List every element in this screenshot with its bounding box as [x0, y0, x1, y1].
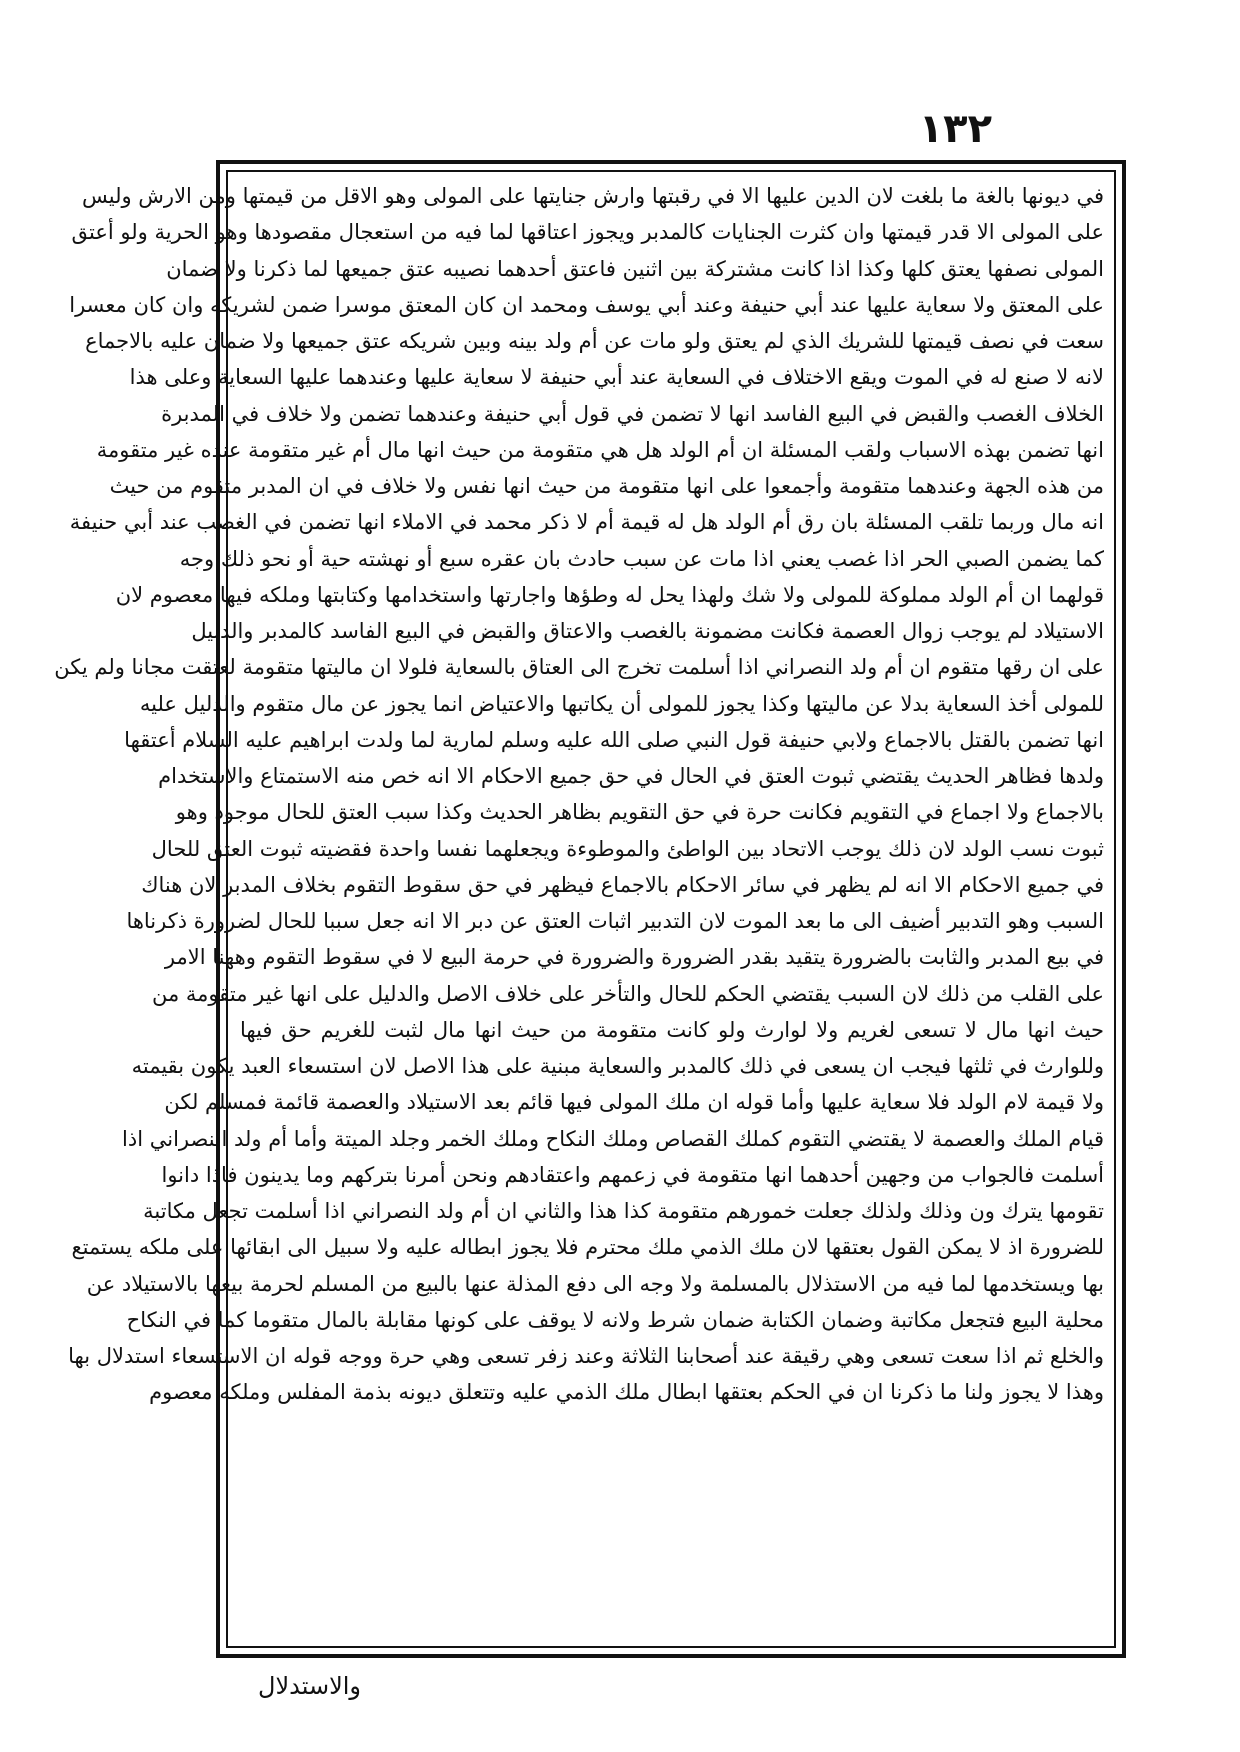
text-line: على المولى الا قدر قيمتها وان كثرت الجنايات كالمدبر ويجوز اعتاقها لما فيه من استعجال مقصودها وهو الحرية ولو أعتق	[71, 220, 1104, 245]
text-line: على القلب من ذلك لان السبب يقتضي الحكم للحال والتأخر على خلاف الاصل والدليل على انها غير متقومة من	[152, 981, 1104, 1006]
text-line: الخلاف الغصب والقبض في البيع الفاسد انها لا تضمن في قول أبي حنيفة وعندهما تضمن ولا خلاف في المدبرة	[161, 401, 1104, 426]
text-line: السبب وهو التدبير أضيف الى ما بعد الموت لان التدبير اثبات العتق عن دبر الا انه جعل سببا للحال لضرورة ذكرناها	[126, 909, 1104, 933]
text-line: في بيع المدبر والثابت بالضرورة يتقيد بقدر الضرورة والضرورة في حرمة البيع لا في سقوط التقوم وههنا الامر	[164, 945, 1104, 970]
text-line: ولدها فظاهر الحديث يقتضي ثبوت العتق في الحال في حق جميع الاحكام الا انه خص منه الاستمتاع والاستخدام	[158, 764, 1104, 788]
text-line: على المعتق ولا سعاية عليها عند أبي حنيفة وعند أبي يوسف ومحمد ان كان المعتق موسرا ضمن لشريكه وان كان معسرا	[69, 292, 1104, 317]
text-line: على ان رقها متقوم ان أم ولد النصراني اذا أسلمت تخرج الى العتاق بالسعاية فلولا ان ماليتها متقومة لعتقت مجانا ولم يكن	[54, 655, 1104, 680]
text-line: أسلمت فالجواب من وجهين أحدهما انها متقومة في زعمهم واعتقادهم ونحن أمرنا بتركهم وما يدينون فاذا دانوا	[161, 1162, 1104, 1187]
text-line: انها تضمن بهذه الاسباب ولقب المسئلة ان أم الولد هل هي متقومة من حيث انها مال أم غير متقومة عنده غير متقومة	[96, 437, 1104, 462]
main-text-block	[54, 178, 1104, 1640]
text-line: في جميع الاحكام الا انه لم يظهر في سائر الاحكام بالاجماع فيظهر في حق سقوط التقوم بخلاف المدبر لان هناك	[141, 872, 1104, 897]
text-line: انه مال وربما تلقب المسئلة بان رق أم الولد هل له قيمة أم لا ذكر محمد في الاملاء انها تضمن في الغصب عند أبي حنيفة	[69, 510, 1104, 535]
text-line: قيام الملك والعصمة لا يقتضي التقوم كملك القصاص وملك النكاح وملك الخمر وجلد الميتة وأما أم ولد النصراني اذا	[122, 1126, 1104, 1151]
catchword: والاستدلال	[258, 1672, 362, 1700]
text-line: الاستيلاد لم يوجب زوال العصمة فكانت مضمونة بالغصب والاعتاق والقبض في البيع الفاسد كالمدبر والدليل	[191, 619, 1104, 643]
text-line: في ديونها بالغة ما بلغت لان الدين عليها الا في رقبتها وارش جنايتها على المولى وهو الاقل من قيمتها ومن الارش وليس	[81, 184, 1104, 208]
text-line: محلية البيع فتجعل مكاتبة وضمان الكتابة ضمان شرط ولانه لا يوقف على كونها مقابلة بالمال متقوما كما في النكاح	[126, 1307, 1104, 1332]
text-line: بها ويستخدمها لما فيه من الاستذلال بالمسلمة ولا وجه الى دفع المذلة عنها بالبيع من المسلم لحرمة بيعها بالاستيلاد عن	[86, 1271, 1104, 1296]
text-line: للمولى أخذ السعاية بدلا عن ماليتها وكذا يجوز للمولى أن يكاتبها والاعتياض انما يجوز عن مال متقوم والدليل عليه	[139, 691, 1104, 716]
text-line: قولهما ان أم الولد مملوكة للمولى ولا شك ولهذا يحل له وطؤها واجارتها واستخدامها وكتابتها وملكه فيها معصوم لان	[115, 582, 1104, 607]
text-line: حيث انها مال لا تسعى لغريم ولا لوارث ولو كانت متقومة من حيث انها مال لثبت للغريم حق فيها	[240, 1017, 1104, 1042]
text-line: سعت في نصف قيمتها للشريك الذي لم يعتق ولو مات عن أم ولد بينه وبين شريكه عتق جميعها ولا ضمان عليه بالاجماع	[85, 329, 1104, 353]
text-line: تقومها يترك ون وذلك ولذلك جعلت خمورهم متقومة كذا هذا والثاني ان أم ولد النصراني اذا أسلمت تجعل مكاتبة	[143, 1199, 1104, 1223]
text-line: لانه لا صنع له في الموت ويقع الاختلاف في السعاية عند أبي حنيفة لا سعاية عليها وعندهما عليها السعاية وعلى هذا	[129, 365, 1104, 390]
text-line: بالاجماع ولا اجماع في التقويم فكانت حرة في حق التقويم بظاهر الحديث وكذا سبب العتق للحال موجود وهو	[175, 800, 1104, 825]
text-line: انها تضمن بالقتل بالاجماع ولابي حنيفة قول النبي صلى الله عليه وسلم لمارية لما ولدت ابراهيم عليه السلام أعتقها	[124, 727, 1104, 752]
text-line: وهذا لا يجوز ولنا ما ذكرنا ان في الحكم بعتقها ابطال ملك الذمي عليه وتتعلق ديونه بذمة المفلس وملكه معصوم	[149, 1380, 1104, 1405]
text-line: وللوارث في ثلثها فيجب ان يسعى في ذلك كالمدبر والسعاية مبنية على هذا الاصل لان استسعاء العبد يكون بقيمته	[131, 1054, 1104, 1078]
text-line: ثبوت نسب الولد لان ذلك يوجب الاتحاد بين الواطئ والموطوءة ويجعلهما نفسا واحدة فقضيته ثبوت العتق للحال	[151, 836, 1104, 861]
text-line: والخلع ثم اذا سعت تسعى وهي رقيقة عند أصحابنا الثلاثة وعند زفر تسعى وهي حرة ووجه قوله ان الاستسعاء استدلال بها	[68, 1344, 1104, 1368]
page-number: ١٣٢	[918, 106, 992, 152]
text-line: للضرورة اذ لا يمكن القول بعتقها لان ملك الذمي ملك محترم فلا يجوز ابطاله عليه ولا سبيل الى ابقائها على ملكه يستمتع	[71, 1235, 1104, 1260]
text-line: كما يضمن الصبي الحر اذا غصب يعني اذا مات عن سبب حادث بان عقره سبع أو نهشته حية أو نحو ذلك وجه	[179, 546, 1104, 571]
text-line: المولى نصفها يعتق كلها وكذا اذا كانت مشتركة بين اثنين فاعتق أحدهما نصيبه عتق جميعها لما ذكرنا ولا ضمان	[166, 256, 1104, 281]
text-line: من هذه الجهة وعندهما متقومة وأجمعوا على انها متقومة من حيث انها نفس ولا خلاف في ان المدبر متقوم من حيث	[109, 474, 1104, 498]
text-line: ولا قيمة لام الولد فلا سعاية عليها وأما قوله ان ملك المولى فيها قائم بعد الاستيلاد والعصمة قائمة فمسلم لكن	[164, 1090, 1104, 1115]
